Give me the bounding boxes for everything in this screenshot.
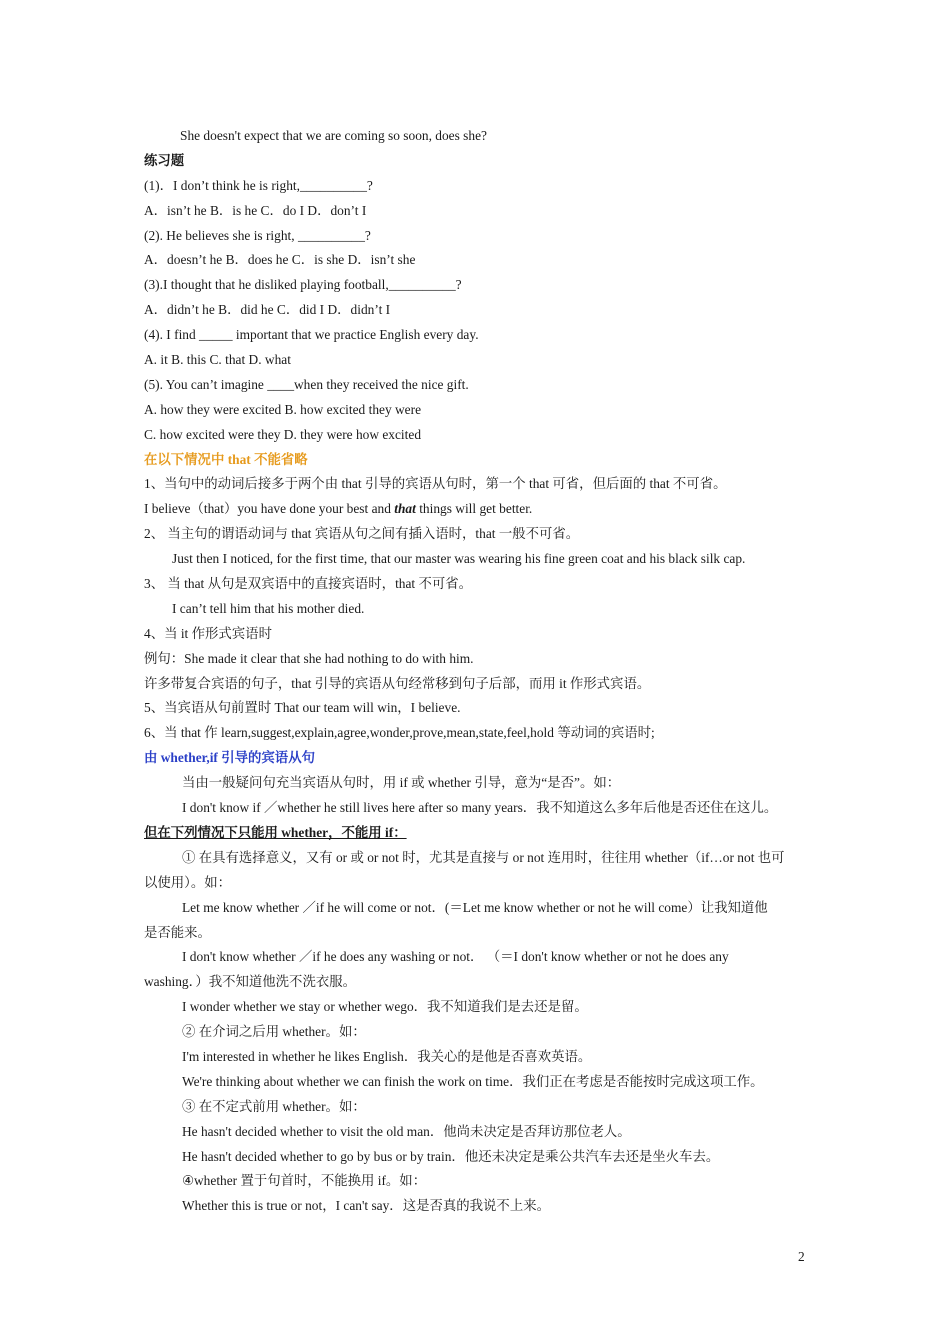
case-1-cont: 以使用）。如： [144,874,232,890]
rule-4-example: 例句：She made it clear that she had nothing to do with him. [144,650,474,666]
case-1-example-1: Let me know whether ／if he will come or not．(＝Let me know whether or not he will come）让我知道他 [182,899,768,915]
question-2-options: A．doesn’t he B．does he C．is she D．isn’t she [144,252,416,268]
document-body [144,124,824,1219]
rule-1-example [144,497,824,522]
whether-if-intro: 当由一般疑问句充当宾语从句时，用 if 或 whether 引导，意为“是否”。如： [182,775,621,791]
case-1-example-3: I wonder whether we stay or whether wego．我不知道我们是去还是留。 [182,999,588,1015]
case-3-example-2: He hasn't decided whether to go by bus or by train．他还未决定是乘公共汽车去还是坐火车去。 [182,1148,720,1164]
question-5-options-ab: A. how they were excited B. how excited they were [144,401,422,417]
case-3: ③ 在不定式前用 whether。如： [182,1098,366,1114]
exercise-heading: 练习题 [144,152,185,168]
question-3-options: A．didn’t he B．did he C．did I D．didn’t I [144,302,391,318]
page-number: 2 [798,1249,805,1264]
case-2-example-1: I'm interested in whether he likes English．我关心的是他是否喜欢英语。 [182,1048,592,1064]
case-2-example-2: We're thinking about whether we can finish the work on time．我们正在考虑是否能按时完成这项工作。 [182,1073,764,1089]
question-4: (4). I find _____ important that we practice English every day. [144,327,479,343]
question-5-options-cd: C. how excited were they D. they were how excited [144,426,422,442]
whether-if-example: I don't know if ／whether he still lives here after so many years．我不知道这么多年后他是否还住在这儿。 [182,800,778,816]
rule-3-example: I can’t tell him that his mother died. [172,600,365,616]
case-4-example: Whether this is true or not，I can't say．这是否真的我说不上来。 [182,1198,550,1214]
question-2: (2). He believes she is right, __________? [144,227,371,243]
case-1-example-2-cont: washing．）我不知道他洗不洗衣服。 [144,974,357,990]
case-1: ① 在具有选择意义，又有 or 或 or not 时，尤其是直接与 or not 连用时，往往用 whether（if…or not 也可 [182,849,785,865]
case-4: ④whether 置于句首时，不能换用 if。如： [182,1173,427,1189]
whether-if-heading: 由 whether,if 引导的宾语从句 [144,750,315,766]
rule-3: 3、 当 that 从句是双宾语中的直接宾语时，that 不可省。 [144,576,473,592]
question-4-options: A. it B. this C. that D. what [144,352,291,368]
rule-1-example-start: I believe（that）you have done your best and [144,501,395,517]
rule-6: 6、当 that 作 learn,suggest,explain,agree,wonder,prove,mean,state,feel,hold 等动词的宾语时; [144,725,655,741]
emphasized-that: that [394,501,416,517]
rule-2-example: Just then I noticed, for the first time, that our master was wearing his fine green coat and his black silk cap. [172,551,746,567]
case-1-example-2: I don't know whether ／if he does any washing or not． （＝I don't know whether or not he does any [182,949,729,965]
rule-1-example-end: things will get better. [415,501,533,517]
case-2: ② 在介词之后用 whether。如： [182,1024,366,1040]
case-3-example-1: He hasn't decided whether to visit the old man．他尚未决定是否拜访那位老人。 [182,1123,631,1139]
rule-4: 4、当 it 作形式宾语时 [144,625,272,641]
question-1-options: A．isn’t he B．is he C．do I D．don’t I [144,202,367,218]
rule-4-note: 许多带复合宾语的句子，that 引导的宾语从句经常移到句子后部，而用 it 作形式宾语。 [144,675,651,691]
whether-only-heading: 但在下列情况下只能用 whether，不能用 if： [144,824,407,840]
rule-5: 5、当宾语从句前置时 That our team will win，I believe. [144,700,461,716]
question-1: (1)．I don’t think he is right,__________? [144,177,373,193]
that-heading: 在以下情况中 that 不能省略 [144,451,308,467]
question-3: (3).I thought that he disliked playing football,__________? [144,277,462,293]
rule-1: 1、当句中的动词后接多于两个由 that 引导的宾语从句时，第一个 that 可省，但后面的 that 不可省。 [144,476,727,492]
question-5: (5). You can’t imagine ____when they received the nice gift. [144,376,469,392]
example-sentence: She doesn't expect that we are coming so soon, does she? [180,128,487,143]
case-1-example-1-cont: 是否能来。 [144,924,211,940]
rule-2: 2、 当主句的谓语动词与 that 宾语从句之间有插入语时，that 一般不可省。 [144,526,580,542]
